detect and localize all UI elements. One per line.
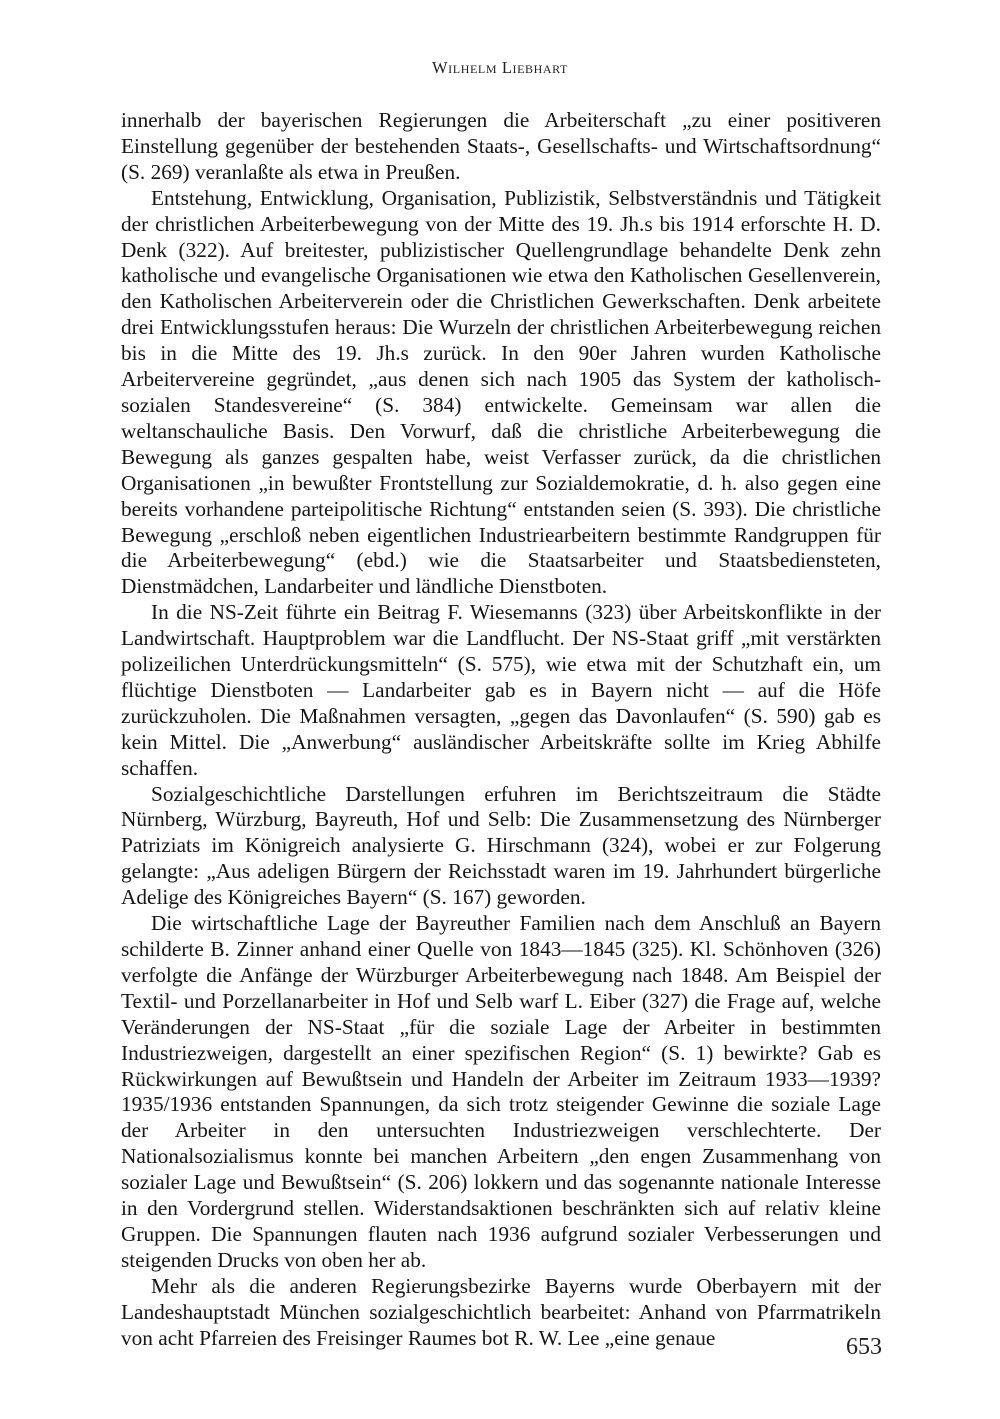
running-head: Wilhelm Liebhart — [432, 58, 568, 77]
paragraph: In die NS-Zeit führte ein Beitrag F. Wiesemanns (323) über Arbeitskonflikte in der Landwirtschaft. Hauptproblem war die Landflucht. Der NS-Staat griff „mit verstärkten polizeilichen Unterdrückungsmitteln“ (S. 575), wie etwa mit der Schutzhaft ein, um flüchtige Dienstboten — Landarbeiter gab es in Bayern nicht — auf die Höfe zurückzuholen. Die Maßnahmen versagten, „gegen das Davonlaufen“ (S. 590) gab es kein Mittel. Die „Anwerbung“ ausländischer Arbeitskräfte sollte im Krieg Abhilfe schaffen. — [121, 600, 881, 780]
body-text — [121, 108, 881, 1352]
paragraph: innerhalb der bayerischen Regierungen die Arbeiterschaft „zu einer positiveren Einstellung gegenüber der bestehenden Staats-, Gesellschafts- und Wirtschaftsordnung“ (S. 269) veranlaßte als etwa in Preußen. — [121, 108, 881, 184]
paragraph: Die wirtschaftliche Lage der Bayreuther Familien nach dem Anschluß an Bayern schilderte B. Zinner anhand einer Quelle von 1843—1845 (325). Kl. Schönhoven (326) verfolgte die Anfänge der Würzburger Arbeiterbewegung nach 1848. Am Beispiel der Textil- und Porzellanarbeiter in Hof und Selb warf L. Eiber (327) die Frage auf, welche Veränderungen der NS-Staat „für die soziale Lage der Arbeiter in bestimmten Industriezweigen, dargestellt an einer spezifischen Region“ (S. 1) bewirkte? Gab es Rückwirkungen auf Bewußtsein und Handeln der Arbeiter im Zeitraum 1933—1939? 1935/1936 entstanden Spannungen, da sich trotz steigender Gewinne die soziale Lage der Arbeiter in den untersuchten Industriezweigen verschlechterte. Der Nationalsozialismus konnte bei manchen Arbeitern „den engen Zusammenhang von sozialer Lage und Bewußtsein“ (S. 206) lokkern und das sogenannte nationale Interesse in den Vordergrund stellen. Widerstandsaktionen beschränkten sich auf relativ kleine Gruppen. Die Spannungen flauten nach 1936 aufgrund sozialer Verbesserungen und steigenden Drucks von oben her ab. — [121, 911, 881, 1272]
paragraph: Sozialgeschichtliche Darstellungen erfuhren im Berichtszeitraum die Städte Nürnberg, Würzburg, Bayreuth, Hof und Selb: Die Zusammensetzung des Nürnberger Patriziats im Königreich analysierte G. Hirschmann (324), wobei er zur Folgerung gelangte: „Aus adeligen Bürgern der Reichsstadt waren im 19. Jahrhundert bürgerliche Adelige des Königreiches Bayern“ (S. 167) geworden. — [121, 781, 881, 910]
paragraph: Entstehung, Entwicklung, Organisation, Publizistik, Selbstverständnis und Tätigkeit der christlichen Arbeiterbewegung von der Mitte des 19. Jh.s bis 1914 erforschte H. D. Denk (322). Auf breitester, publizistischer Quellengrundlage behandelte Denk zehn katholische und evangelische Organisationen wie etwa den Katholischen Gesellenverein, den Katholischen Arbeiterverein oder die Christlichen Gewerkschaften. Denk arbeitete drei Entwicklungsstufen heraus: Die Wurzeln der christlichen Arbeiterbewegung reichen bis in die Mitte des 19. Jh.s zurück. In den 90er Jahren wurden Katholische Arbeitervereine gegründet, „aus denen sich nach 1905 das System der katholisch-sozialen Standesvereine“ (S. 384) entwickelte. Gemeinsam war allen die weltanschauliche Basis. Den Vorwurf, daß die christliche Arbeiterbewegung die Bewegung als ganzes gespalten habe, weist Verfasser zurück, da die christlichen Organisationen „in bewußter Frontstellung zur Sozialdemokratie, d. h. also gegen eine bereits vorhandene parteipolitische Richtung“ entstanden seien (S. 393). Die christliche Bewegung „erschloß neben eigentlichen Industriearbeitern bestimmte Randgruppen für die Arbeiterbewegung“ (ebd.) wie die Staatsarbeiter und Staatsbediensteten, Dienstmädchen, Landarbeiter und ländliche Dienstboten. — [121, 185, 881, 599]
page-number: 653 — [846, 1334, 882, 1360]
paragraph: Mehr als die anderen Regierungsbezirke Bayerns wurde Oberbayern mit der Landeshauptstadt München sozialgeschichtlich bearbeitet: Anhand von Pfarrmatrikeln von acht Pfarreien des Freisinger Raumes bot R. W. Lee „eine genaue — [121, 1273, 881, 1350]
